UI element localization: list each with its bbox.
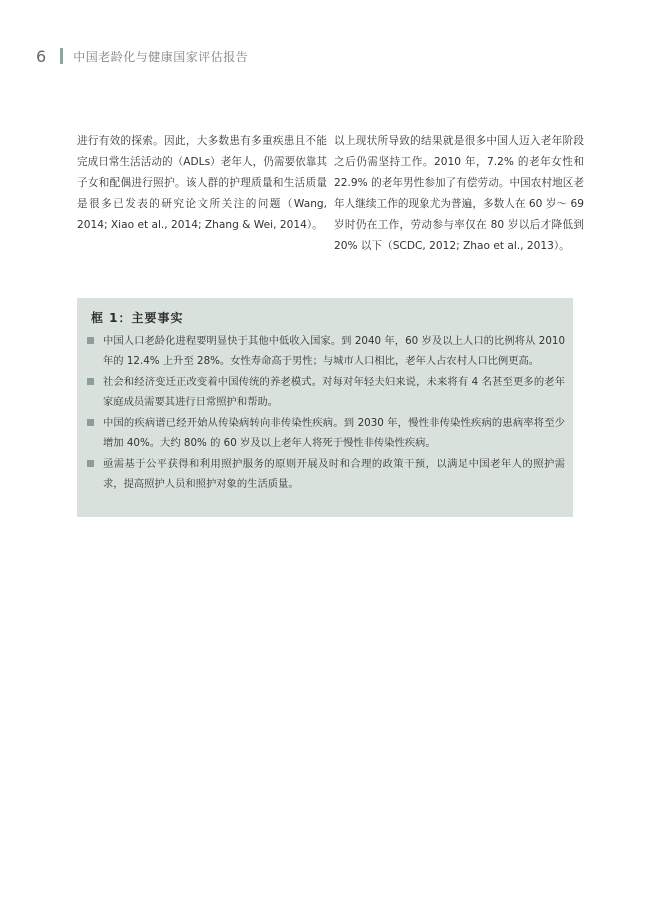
list-item-text: 亟需基于公平获得和利用照护服务的原则开展及时和合理的政策干预，以满足中国老年人的照护需求，提高照护人员和照护对象的生活质量。 (103, 458, 565, 490)
key-facts-box (77, 298, 573, 517)
right-column (334, 131, 584, 257)
square-bullet-icon (87, 419, 94, 426)
header-divider (60, 48, 63, 64)
page-number: 6 (36, 46, 47, 66)
left-column-paragraph: 进行有效的探索。因此，大多数患有多重疾患且不能完成日常生活活动的（ADLs）老年人，仍需要依靠其子女和配偶进行照护。该人群的护理质量和生活质量是很多已发表的研究论文所关注的问题（Wang, 2014; Xiao et al., 2014; Zhang & Wei, 2014）。 (77, 135, 327, 231)
list-item-text: 社会和经济变迁正改变着中国传统的养老模式。对每对年轻夫妇来说，未来将有 4 名甚至更多的老年家庭成员需要其进行日常照护和帮助。 (103, 376, 565, 408)
list-item (87, 413, 565, 453)
list-item-text: 中国的疾病谱已经开始从传染病转向非传染性疾病。到 2030 年，慢性非传染性疾病的患病率将至少增加 40%。大约 80% 的 60 岁及以上老年人将死于慢性非传染性疾病。 (103, 417, 565, 449)
list-item (87, 372, 565, 412)
list-item (87, 331, 565, 371)
key-facts-title: 框 1：主要事实 (91, 311, 184, 325)
page-header (36, 46, 248, 66)
square-bullet-icon (87, 337, 94, 344)
square-bullet-icon (87, 460, 94, 467)
square-bullet-icon (87, 378, 94, 385)
running-title: 中国老龄化与健康国家评估报告 (73, 49, 249, 64)
list-item (87, 454, 565, 494)
key-facts-list (87, 331, 565, 495)
left-column (77, 131, 327, 236)
right-column-paragraph: 以上现状所导致的结果就是很多中国人迈入老年阶段之后仍需坚持工作。2010 年，7.2% 的老年女性和 22.9% 的老年男性参加了有偿劳动。中国农村地区老年人继续工作的现象尤为普遍，多数人在 60 岁～ 69 岁时仍在工作，劳动参与率仅在 80 岁以后才降低到 20% 以下（SCDC, 2012; Zhao et al., 2013）。 (334, 135, 584, 252)
list-item-text: 中国人口老龄化进程要明显快于其他中低收入国家。到 2040 年，60 岁及以上人口的比例将从 2010 年的 12.4% 上升至 28%。女性寿命高于男性；与城市人口相比，老年人占农村人口比例更高。 (103, 335, 565, 367)
